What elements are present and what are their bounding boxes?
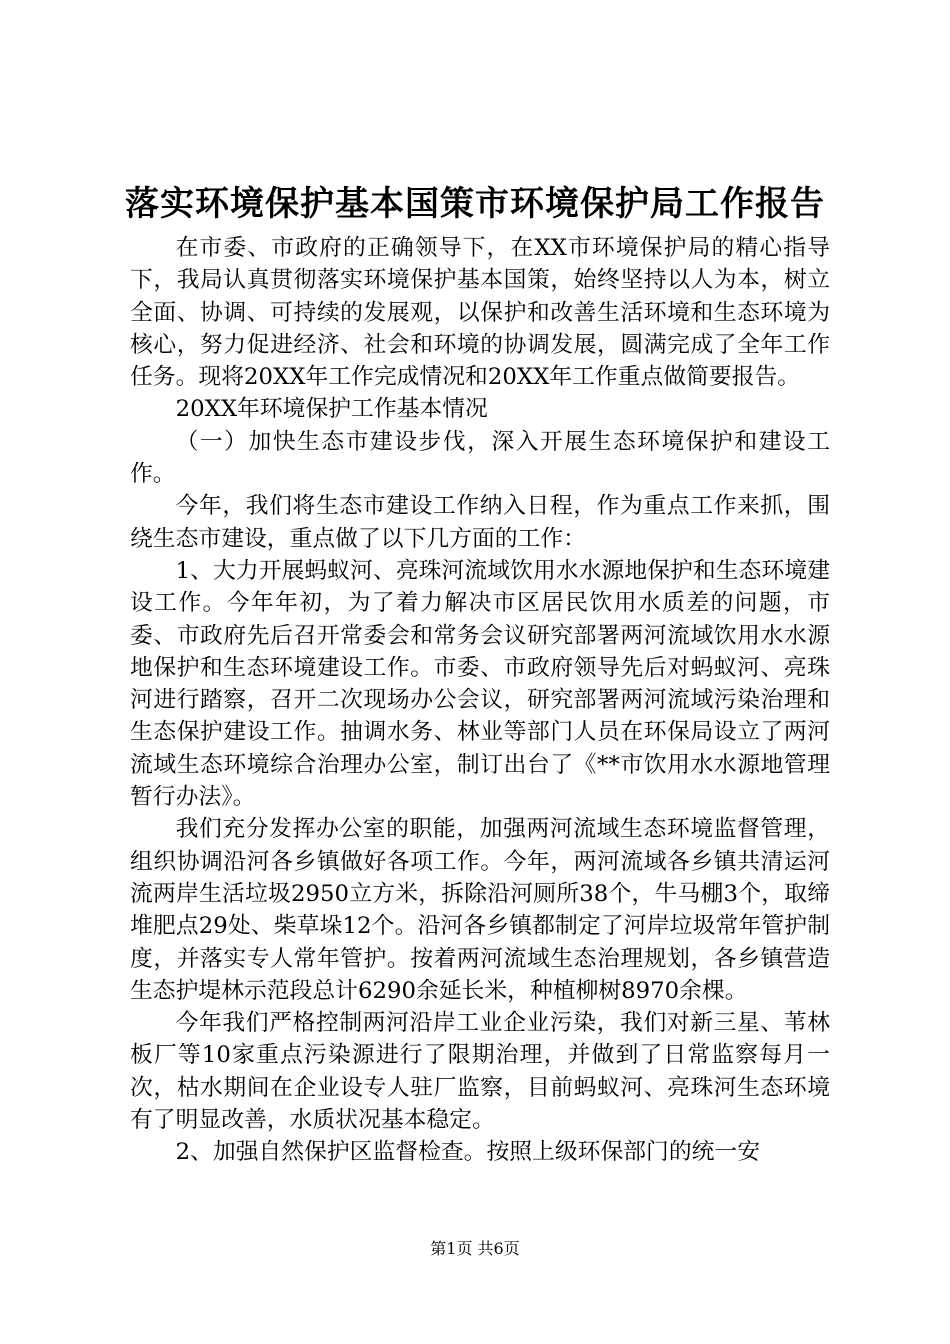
paragraph: 我们充分发挥办公室的职能，加强两河流域生态环境监督管理，组织协调沿河各乡镇做好各项工作。今年，两河流域各乡镇共清运河流两岸生活垃圾2950立方米，拆除沿河厕所38个，牛马棚3个，取缔堆肥点29处、柴草垛12个。沿河各乡镇都制定了河岸垃圾常年管护制度，并落实专人常年管护。按着两河流域生态治理规划，各乡镇营造生态护堤林示范段总计6290余延长米，种植柳树8970余棵。	[130, 816, 830, 1004]
paragraph: 2、加强自然保护区监督检查。按照上级环保部门的统一安	[175, 1139, 761, 1166]
paragraph-intro: 在市委、市政府的正确领导下，在XX市环境保护局的精心指导下，我局认真贯彻落实环境保护基本国策，始终坚持以人为本，树立全面、协调、可持续的发展观，以保护和改善生活环境和生态环境为核心，努力促进经济、社会和环境的协调发展，圆满完成了全年工作任务。现将20XX年工作完成情况和20XX年工作重点做简要报告。	[130, 235, 830, 391]
document-title: 落实环境保护基本国策市环境保护局工作报告	[125, 184, 825, 224]
paragraph-section-heading: 20XX年环境保护工作基本情况	[175, 396, 488, 423]
paragraph-subsection-heading: （一）加快生态市建设步伐，深入开展生态环境保护和建设工作。	[130, 428, 830, 488]
page-number-footer: 第1页 共6页	[430, 1239, 520, 1258]
document-body	[130, 232, 830, 1169]
paragraph: 今年，我们将生态市建设工作纳入日程，作为重点工作来抓，围绕生态市建设，重点做了以下几方面的工作：	[130, 493, 830, 552]
paragraph: 1、大力开展蚂蚁河、亮珠河流域饮用水水源地保护和生态环境建设工作。今年年初，为了着力解决市区居民饮用水质差的问题，市委、市政府先后召开常委会和常务会议研究部署两河流域饮用水水源地保护和生态环境建设工作。市委、市政府领导先后对蚂蚁河、亮珠河进行踏察，召开二次现场办公会议，研究部署两河流域污染治理和生态保护建设工作。抽调水务、林业等部门人员在环保局设立了两河流域生态环境综合治理办公室，制订出台了《**市饮用水水源地管理暂行办法》。	[130, 557, 830, 811]
paragraph: 今年我们严格控制两河沿岸工业企业污染，我们对新三星、苇林板厂等10家重点污染源进行了限期治理，并做到了日常监察每月一次，枯水期间在企业设专人驻厂监察，目前蚂蚁河、亮珠河生态环境有了明显改善，水质状况基本稳定。	[130, 1010, 830, 1134]
